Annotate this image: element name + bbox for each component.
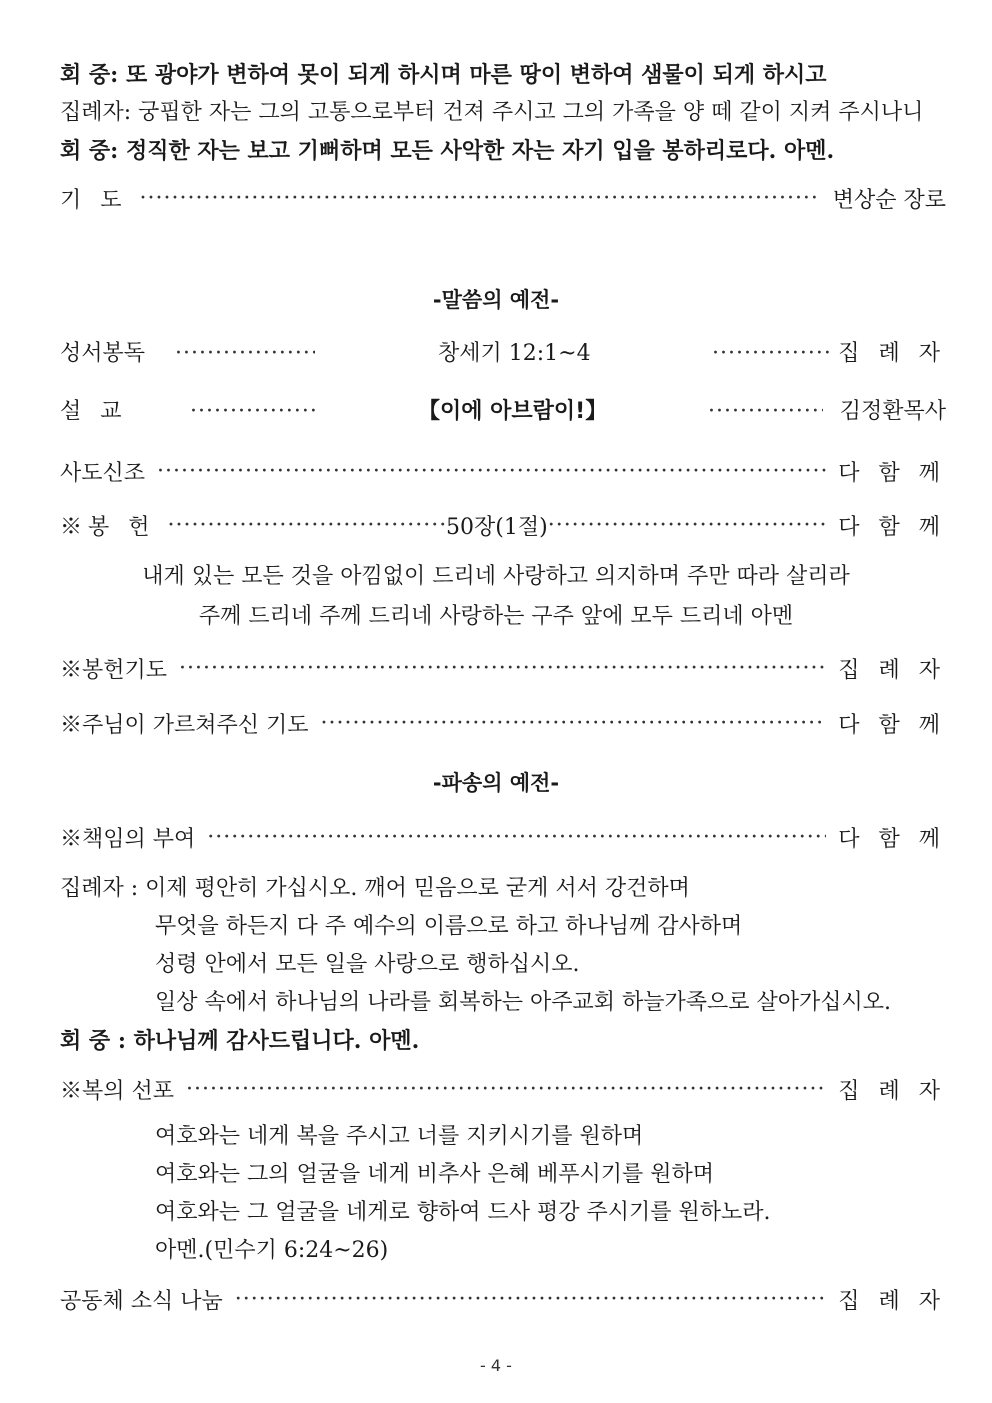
sermon-person: 김정환목사: [839, 399, 946, 424]
lords-prayer-person: 다 함 께: [838, 712, 946, 738]
benediction-line: 여호와는 네게 복을 주시고 너를 지키시기를 원하며: [155, 1124, 644, 1149]
benediction-label: ※복의 선포: [60, 1078, 175, 1104]
offering-prayer-person: 집 례 자: [838, 657, 946, 683]
commission-text-first: 집례자 : 이제 평안히 가십시오. 깨어 믿음으로 굳게 서서 강건하며: [60, 876, 690, 901]
prayer-label: 기 도: [60, 187, 128, 213]
scripture-passage: 창세기 12:1~4: [438, 341, 591, 366]
leader-dots: [168, 513, 447, 538]
commission-response: 회 중 : 하나님께 감사드립니다. 아멘.: [60, 1028, 420, 1054]
leader-dots: [175, 339, 315, 369]
offering-prayer-label: ※봉헌기도: [60, 657, 168, 683]
lords-prayer-row: [60, 708, 946, 738]
response-line-3: 회 중: 정직한 자는 보고 기뻐하며 모든 사악한 자는 자기 입을 봉하리로다. 아멘.: [60, 138, 835, 164]
commission-text-line: 일상 속에서 하나님의 나라를 회복하는 아주교회 하늘가족으로 살아가십시오.: [155, 990, 892, 1015]
sermon-title: 【이에 아브람이!】: [418, 399, 608, 424]
scripture-person: 집 례 자: [838, 341, 946, 366]
leader-dots: [157, 459, 826, 484]
prayer-row: [60, 183, 946, 213]
community-label: 공동체 소식 나눔: [60, 1288, 223, 1314]
community-row: [60, 1284, 946, 1314]
scripture-label: 성서봉독: [60, 341, 146, 366]
leader-dots: [712, 339, 832, 369]
offering-label: ※봉 헌: [60, 514, 156, 540]
creed-label: 사도신조: [60, 460, 146, 486]
benediction-line: 아멘.(민수기 6:24~26): [155, 1238, 389, 1263]
leader-dots: [190, 397, 320, 427]
commission-person: 다 함 께: [838, 826, 946, 852]
offering-hymn: 50장(1절): [446, 514, 548, 540]
leader-dots: [207, 825, 826, 850]
creed-person: 다 함 께: [838, 460, 946, 486]
offering-prayer-row: [60, 653, 946, 683]
sermon-label: 설 교: [60, 399, 128, 424]
sermon-row: [60, 397, 946, 427]
prayer-person: 변상순 장로: [832, 187, 946, 213]
leader-dots: [708, 397, 823, 427]
response-line-1: 회 중: 또 광야가 변하여 못이 되게 하시며 마른 땅이 변하여 샘물이 되게 하시고: [60, 62, 827, 88]
leader-dots: [186, 1077, 826, 1102]
leader-dots: [179, 656, 826, 681]
lords-prayer-label: ※주님이 가르쳐주신 기도: [60, 712, 309, 738]
offering-row: [60, 510, 946, 540]
community-person: 집 례 자: [838, 1288, 946, 1314]
offering-person: 다 함 께: [838, 514, 946, 540]
scripture-row: [60, 339, 946, 369]
commission-row: [60, 822, 946, 852]
benediction-line: 여호와는 그 얼굴을 네게로 향하여 드사 평강 주시기를 원하노라.: [155, 1200, 771, 1225]
creed-row: [60, 456, 946, 486]
response-line-2: 집례자: 궁핍한 자는 그의 고통으로부터 건져 주시고 그의 가족을 양 떼 같이 지켜 주시나니: [60, 100, 924, 125]
offering-lyrics-line-2: 주께 드리네 주께 드리네 사랑하는 구주 앞에 모두 드리네 아멘: [198, 604, 794, 629]
benediction-line: 여호와는 그의 얼굴을 네게 비추사 은혜 베푸시기를 원하며: [155, 1162, 715, 1187]
commission-text-line: 무엇을 하든지 다 주 예수의 이름으로 하고 하나님께 감사하며: [155, 914, 743, 939]
benediction-row: [60, 1074, 946, 1104]
page-number: - 4 -: [480, 1356, 512, 1375]
section-heading-sending: -파송의 예전-: [432, 771, 560, 795]
offering-lyrics-line-1: 내게 있는 모든 것을 아낌없이 드리네 사랑하고 의지하며 주만 따라 살리라: [142, 564, 850, 589]
benediction-person: 집 례 자: [838, 1078, 946, 1104]
leader-dots: [140, 186, 821, 211]
section-heading-word: -말씀의 예전-: [432, 288, 560, 312]
leader-dots: [235, 1287, 826, 1312]
leader-dots: [548, 513, 827, 538]
leader-dots: [321, 711, 827, 736]
commission-text-line: 성령 안에서 모든 일을 사랑으로 행하십시오.: [155, 952, 580, 977]
commission-label: ※책임의 부여: [60, 826, 196, 852]
